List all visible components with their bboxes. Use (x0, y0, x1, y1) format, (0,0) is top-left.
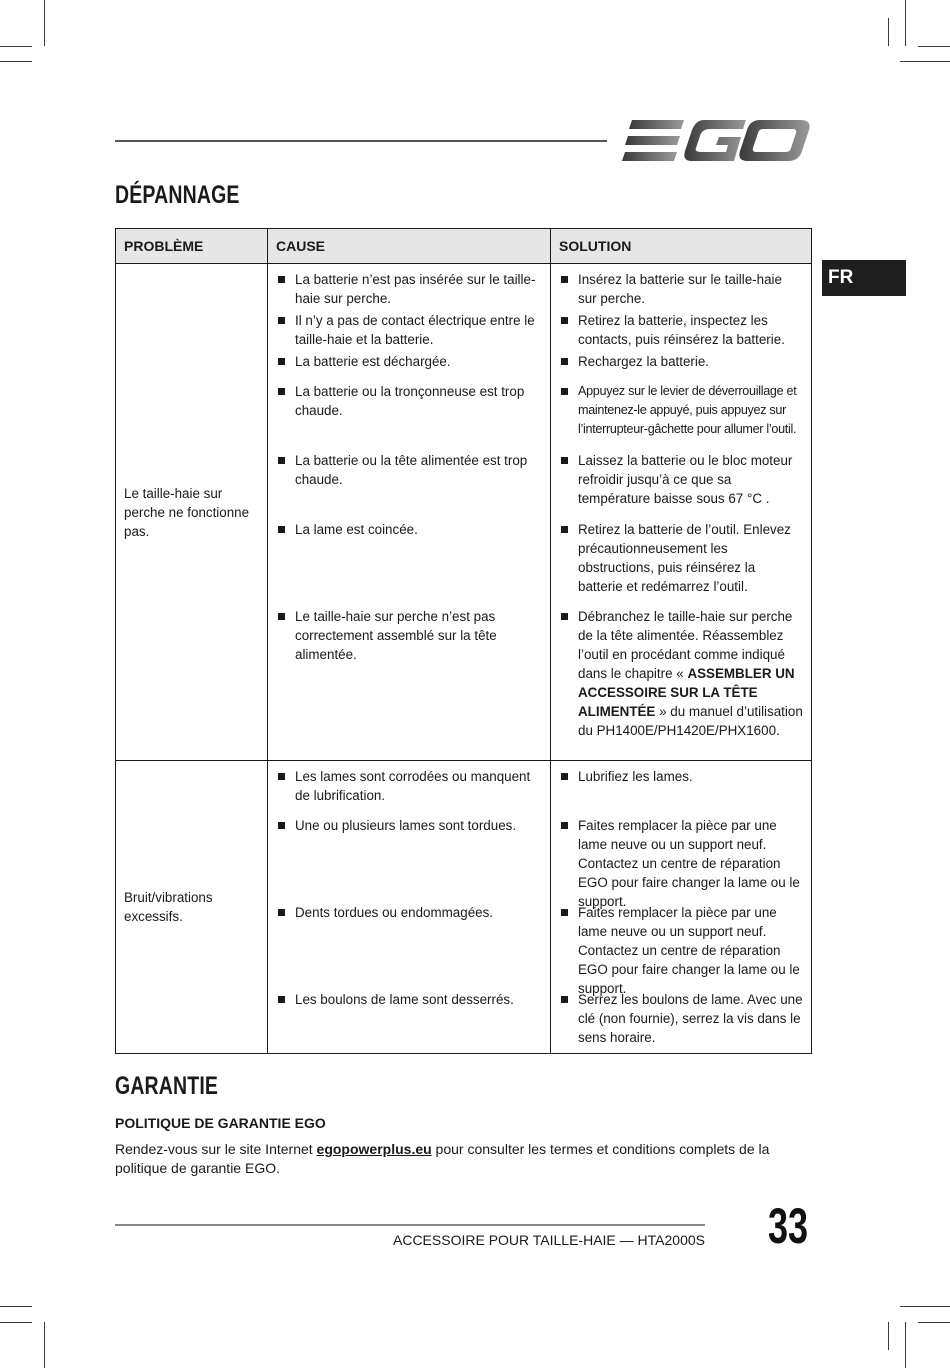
list-item: La batterie n’est pas insérée sur le taille-haie sur perche. (276, 270, 542, 300)
bullet-icon (561, 276, 568, 283)
bullet-icon (561, 526, 568, 533)
bullet-icon (561, 996, 568, 1003)
header-rule (115, 140, 607, 142)
crop-mark (905, 0, 906, 46)
header-cause: CAUSE (268, 229, 551, 264)
bullet-icon (278, 276, 285, 283)
list-item: Serrez les boulons de lame. Avec une clé (non fournie), serrez la vis dans le sens horaire. (559, 990, 803, 1047)
list-item: Faites remplacer la pièce par une lame neuve ou un support neuf. Contactez un centre de réparation EGO pour faire changer la lame ou le support. (559, 903, 803, 979)
ego-logo (622, 120, 810, 162)
list-item: Débranchez le taille-haie sur perche de la tête alimentée. Réassemblez l’outil en procédant comme indiqué dans le chapitre « ASSEMBLER UN ACCESSOIRE SUR LA TÊTE ALIMENTÉE » du manuel d’utilisation du PH1400E/PH1420E/PHX1600. (559, 607, 803, 727)
list-item: Il n’y a pas de contact électrique entre le taille-haie et la batterie. (276, 311, 542, 341)
list-item: Les boulons de lame sont desserrés. (276, 990, 542, 1047)
problem-cell (116, 264, 268, 761)
bullet-icon (561, 457, 568, 464)
list-item: Retirez la batterie de l’outil. Enlevez précautionneusement les obstructions, puis réinsérez la batterie et redémarrez l’outil. (559, 520, 803, 596)
warranty-subtitle: POLITIQUE DE GARANTIE EGO (115, 1115, 326, 1131)
footer-text: ACCESSOIRE POUR TAILLE-HAIE — HTA2000S (393, 1232, 705, 1248)
list-item: La batterie ou la tronçonneuse est trop chaude. (276, 382, 542, 440)
crop-mark (888, 1322, 889, 1350)
list-item: Une ou plusieurs lames sont tordues. (276, 816, 542, 892)
list-item: Laissez la batterie ou le bloc moteur refroidir jusqu’à ce que sa température baisse sous 67 °C . (559, 451, 803, 509)
bullet-icon (561, 773, 568, 780)
list-item: Insérez la batterie sur le taille-haie sur perche. (559, 270, 803, 300)
bullet-icon (561, 358, 568, 365)
troubleshooting-title: DÉPANNAGE (115, 181, 240, 209)
list-item: Dents tordues ou endommagées. (276, 903, 542, 979)
warranty-link[interactable]: egopowerplus.eu (316, 1141, 432, 1157)
cause-cell (268, 761, 551, 1054)
table-row (116, 264, 812, 761)
list-item: La batterie est déchargée. (276, 352, 542, 371)
crop-mark (900, 1306, 950, 1307)
list-item: Faites remplacer la pièce par une lame neuve ou un support neuf. Contactez un centre de réparation EGO pour faire changer la lame ou le support. (559, 816, 803, 892)
list-item: La batterie ou la tête alimentée est trop chaude. (276, 451, 542, 509)
crop-mark (0, 1322, 32, 1323)
footer-rule (115, 1224, 705, 1226)
warranty-title: GARANTIE (115, 1072, 219, 1100)
crop-mark (44, 0, 45, 46)
bullet-icon (561, 317, 568, 324)
page-number: 33 (768, 1198, 809, 1254)
list-item: Les lames sont corrodées ou manquent de lubrification. (276, 767, 542, 805)
list-item: Retirez la batterie, inspectez les contacts, puis réinsérez la batterie. (559, 311, 803, 341)
crop-mark (900, 61, 950, 62)
list-item: La lame est coincée. (276, 520, 542, 596)
bullet-icon (278, 822, 285, 829)
bullet-icon (278, 457, 285, 464)
bullet-icon (278, 388, 285, 395)
bullet-icon (278, 358, 285, 365)
bullet-icon (278, 996, 285, 1003)
bullet-icon (561, 909, 568, 916)
header-problem: PROBLÈME (116, 229, 268, 264)
list-item: Rechargez la batterie. (559, 352, 803, 371)
bullet-icon (278, 613, 285, 620)
bullet-icon (278, 773, 285, 780)
crop-mark (918, 46, 950, 47)
bullet-icon (278, 317, 285, 324)
table-header-row (116, 229, 812, 264)
list-item: Appuyez sur le levier de déverrouillage et maintenez-le appuyé, puis appuyez sur l’interrupteur-gâchette pour allumer l’outil. (559, 382, 803, 440)
problem-text: Bruit/vibrations excessifs. (124, 890, 213, 924)
list-item: Lubrifiez les lames. (559, 767, 803, 805)
problem-cell (116, 761, 268, 1054)
table-row (116, 761, 812, 1054)
bullet-icon (278, 526, 285, 533)
troubleshooting-table (115, 228, 812, 1054)
language-tab: FR (822, 260, 906, 296)
bullet-icon (561, 822, 568, 829)
header-solution: SOLUTION (551, 229, 812, 264)
bullet-icon (278, 909, 285, 916)
cause-cell (268, 264, 551, 761)
list-item: Le taille-haie sur perche n’est pas correctement assemblé sur la tête alimentée. (276, 607, 542, 727)
crop-mark (888, 18, 889, 46)
crop-mark (918, 1322, 950, 1323)
crop-mark (0, 61, 32, 62)
problem-text: Le taille-haie sur perche ne fonctionne pas. (124, 485, 250, 539)
crop-mark (44, 1322, 45, 1368)
solution-cell (551, 761, 812, 1054)
manual-chapter-reference: ASSEMBLER UN ACCESSOIRE SUR LA TÊTE ALIMENTÉE (578, 666, 795, 719)
bullet-icon (561, 388, 568, 395)
crop-mark (0, 1306, 32, 1307)
crop-mark (905, 1322, 906, 1368)
solution-cell (551, 264, 812, 761)
warranty-paragraph: Rendez-vous sur le site Internet egopowerplus.eu pour consulter les termes et conditions complets de la politique de garantie EGO. (115, 1141, 770, 1176)
bullet-icon (561, 613, 568, 620)
crop-mark (0, 46, 32, 47)
